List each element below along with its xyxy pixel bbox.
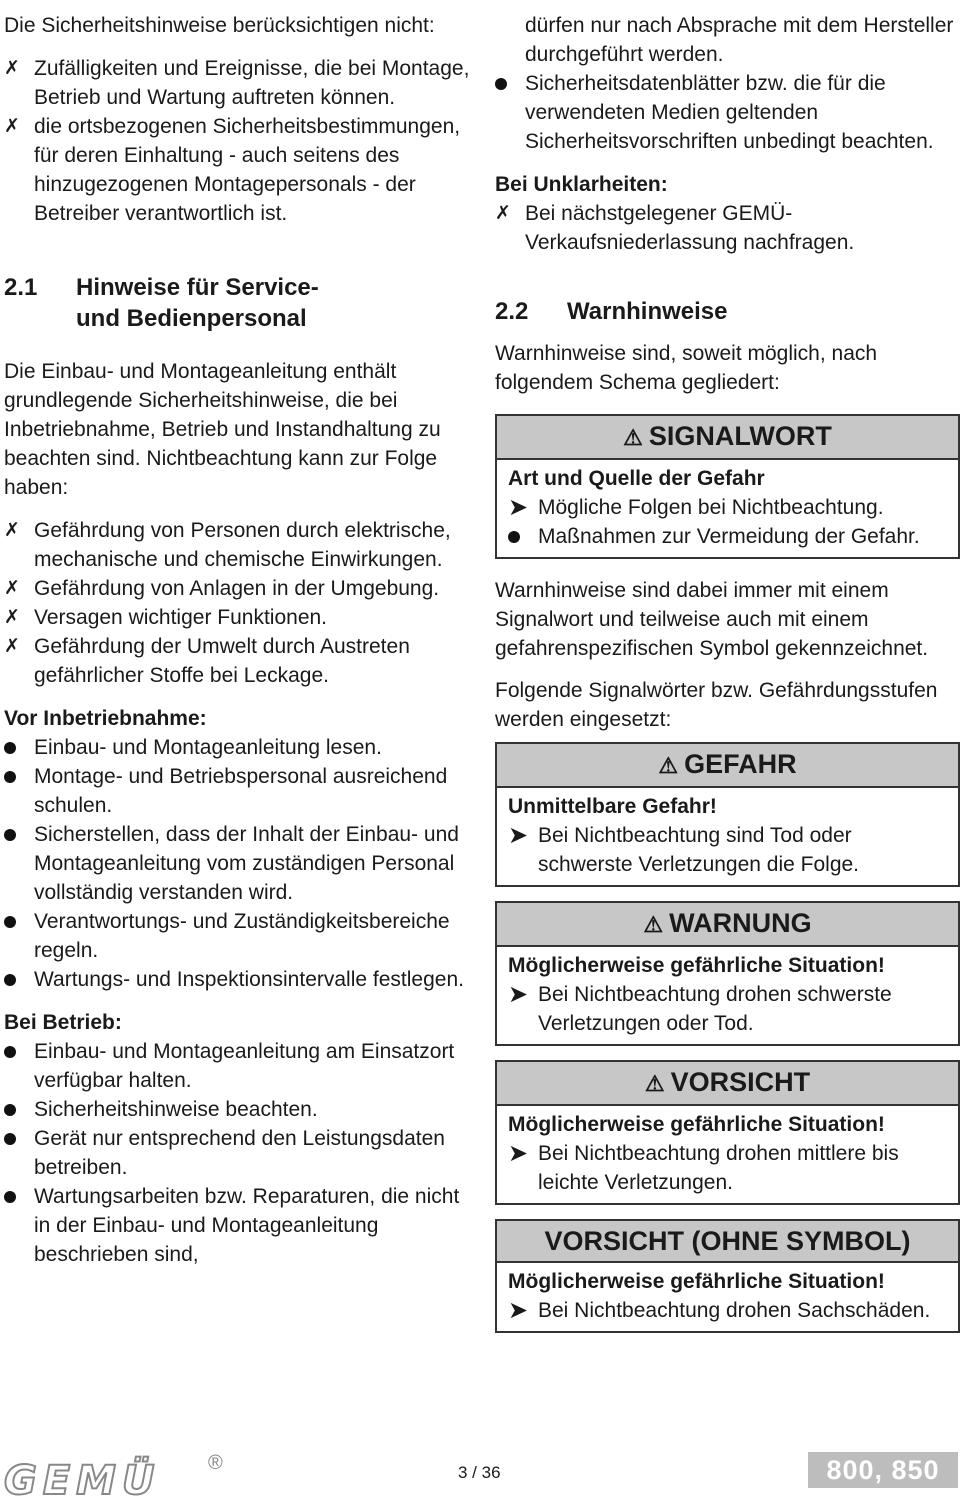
list-item: ✗ die ortsbezogenen Sicherheitsbestimmungen, für deren Einhaltung - auch seitens des hinzugezogenen Montagepersonals - der Betreiber verantwortlich ist. <box>4 112 474 228</box>
list-item: ✗ Gefährdung von Anlagen in der Umgebung. <box>4 574 474 603</box>
section-title-line1: Hinweise für Service- <box>76 274 319 301</box>
signal-header: ⚠ SIGNALWORT <box>497 416 958 460</box>
box-heading: Möglicherweise gefährliche Situation! <box>508 954 885 977</box>
list-item: ➤ Mögliche Folgen bei Nichtbeachtung. <box>508 494 884 521</box>
gemu-logo: GEMÜ <box>4 1458 161 1504</box>
arrow-icon: ➤ <box>508 981 529 1008</box>
cross-icon: ✗ <box>4 636 20 657</box>
vorsicht-ohne-symbol-box <box>495 1219 960 1333</box>
intro-text: Die Sicherheitshinweise berücksichtigen nicht: <box>4 14 435 37</box>
list-item: Einbau- und Montageanleitung lesen. <box>4 733 474 762</box>
list-item: ✗ Gefährdung der Umwelt durch Austreten gefährlicher Stoffe bei Leckage. <box>4 632 474 690</box>
cross-icon: ✗ <box>4 116 20 137</box>
before-list <box>4 733 474 994</box>
list-item: ✗ Bei nächstgelegener GEMÜ-Verkaufsniederlassung nachfragen. <box>495 199 960 257</box>
list-item: ➤ Bei Nichtbeachtung sind Tod oder schwerste Verletzungen die Folge. <box>508 822 860 876</box>
gefahr-box <box>495 742 960 887</box>
warning-triangle-icon: ⚠ <box>623 425 643 450</box>
bullet-dot-icon <box>495 78 507 90</box>
bullet-dot-icon <box>4 771 16 783</box>
list-item: Sicherheitshinweise beachten. <box>4 1095 474 1124</box>
section-title: Warnhinweise <box>567 298 728 325</box>
list-item: ➤ Bei Nichtbeachtung drohen Sachschäden. <box>508 1297 931 1324</box>
box-heading: Möglicherweise gefährliche Situation! <box>508 1270 885 1293</box>
section-2-2-heading <box>495 296 960 327</box>
bullet-dot-icon <box>4 1104 16 1116</box>
box-heading: Art und Quelle der Gefahr <box>508 467 765 490</box>
section-number: 2.1 <box>4 274 38 301</box>
levels-intro: Folgende Signalwörter bzw. Gefährdungsstufen werden eingesetzt: <box>495 679 938 731</box>
list-item: Montage- und Betriebspersonal ausreichend schulen. <box>4 762 474 820</box>
unclear-list <box>495 199 960 257</box>
list-item: Sicherstellen, dass der Inhalt der Einbau- und Montageanleitung vom zuständigen Personal vollständig verstanden wird. <box>4 820 474 907</box>
signal-header: ⚠ VORSICHT <box>497 1062 958 1106</box>
warning-triangle-icon: ⚠ <box>643 912 664 937</box>
box-heading: Möglicherweise gefährliche Situation! <box>508 1113 885 1136</box>
page-footer <box>0 1438 960 1504</box>
signal-header: VORSICHT (OHNE SYMBOL) <box>497 1221 958 1263</box>
page-number: 3 / 36 <box>458 1463 501 1482</box>
list-item: ➤ Bei Nichtbeachtung drohen mittlere bis leichte Verletzungen. <box>508 1140 899 1194</box>
arrow-icon: ➤ <box>508 1297 529 1324</box>
registered-mark: ® <box>208 1452 223 1474</box>
before-heading: Vor Inbetriebnahme: <box>4 707 207 730</box>
continued-list <box>495 11 960 156</box>
bullet-dot-icon <box>4 1133 16 1145</box>
consequence-list <box>4 516 474 690</box>
list-item: Verantwortungs- und Zuständigkeitsbereiche regeln. <box>4 907 474 965</box>
list-item: ✗ Versagen wichtiger Funktionen. <box>4 603 474 632</box>
list-item: Einbau- und Montageanleitung am Einsatzort verfügbar halten. <box>4 1037 474 1095</box>
section-number: 2.2 <box>495 298 529 325</box>
list-item: Gerät nur entsprechend den Leistungsdaten betreiben. <box>4 1124 474 1182</box>
list-item: ➤ Bei Nichtbeachtung drohen schwerste Verletzungen oder Tod. <box>508 981 892 1035</box>
warning-triangle-icon: ⚠ <box>658 753 679 778</box>
warning-triangle-icon: ⚠ <box>644 1071 665 1096</box>
operation-list <box>4 1037 474 1269</box>
list-item: dürfen nur nach Absprache mit dem Hersteller durchgeführt werden. <box>525 14 954 66</box>
cross-icon: ✗ <box>495 203 511 224</box>
box-heading: Unmittelbare Gefahr! <box>508 795 717 818</box>
warnung-box <box>495 901 960 1046</box>
section-2-1-heading <box>4 272 474 334</box>
warn-intro: Warnhinweise sind, soweit möglich, nach folgendem Schema gegliedert: <box>495 342 878 394</box>
list-item: ✗ Gefährdung von Personen durch elektrische, mechanische und chemische Einwirkungen. <box>4 516 474 574</box>
schema-warning-box <box>495 414 960 559</box>
list-item: Wartungs- und Inspektionsintervalle festlegen. <box>4 965 474 994</box>
signal-header: ⚠ GEFAHR <box>497 744 958 788</box>
signal-header: ⚠ WARNUNG <box>497 903 958 947</box>
bullet-dot-icon <box>4 916 16 928</box>
bullet-dot-icon <box>4 974 16 986</box>
section-title-line2: und Bedienpersonal <box>76 305 307 332</box>
bullet-dot-icon <box>4 1191 16 1203</box>
cross-icon: ✗ <box>4 520 20 541</box>
list-item: Wartungsarbeiten bzw. Reparaturen, die nicht in der Einbau- und Montageanleitung beschrieben sind, <box>4 1182 474 1269</box>
vorsicht-box <box>495 1060 960 1205</box>
cross-icon: ✗ <box>4 578 20 599</box>
bullet-dot-icon <box>4 1046 16 1058</box>
right-column <box>495 0 960 1333</box>
intro-list <box>4 54 474 228</box>
list-item: ✗ Zufälligkeiten und Ereignisse, die bei Montage, Betrieb und Wartung auftreten können. <box>4 54 474 112</box>
cross-icon: ✗ <box>4 607 20 628</box>
section-text: Die Einbau- und Montageanleitung enthält grundlegende Sicherheitshinweise, die bei Inbetriebnahme, Betrieb und Instandhaltung zu beachten sind. Nichtbeachtung kann zur Folge haben: <box>4 360 441 499</box>
arrow-icon: ➤ <box>508 1140 529 1167</box>
list-item: Maßnahmen zur Vermeidung der Gefahr. <box>508 522 948 551</box>
bullet-dot-icon <box>508 531 520 543</box>
arrow-icon: ➤ <box>508 494 529 521</box>
arrow-icon: ➤ <box>508 822 529 849</box>
unclear-heading: Bei Unklarheiten: <box>495 173 668 196</box>
left-column <box>4 0 474 1269</box>
bullet-dot-icon <box>4 829 16 841</box>
warn-text: Warnhinweise sind dabei immer mit einem Signalwort und teilweise auch mit einem gefahrenspezifischen Symbol gekennzeichnet. <box>495 579 929 660</box>
model-badge: 800, 850 <box>808 1452 958 1488</box>
cross-icon: ✗ <box>4 58 20 79</box>
list-item: Sicherheitsdatenblätter bzw. die für die verwendeten Medien geltenden Sicherheitsvorschriften unbedingt beachten. <box>495 69 960 156</box>
operation-heading: Bei Betrieb: <box>4 1011 122 1034</box>
bullet-dot-icon <box>4 742 16 754</box>
